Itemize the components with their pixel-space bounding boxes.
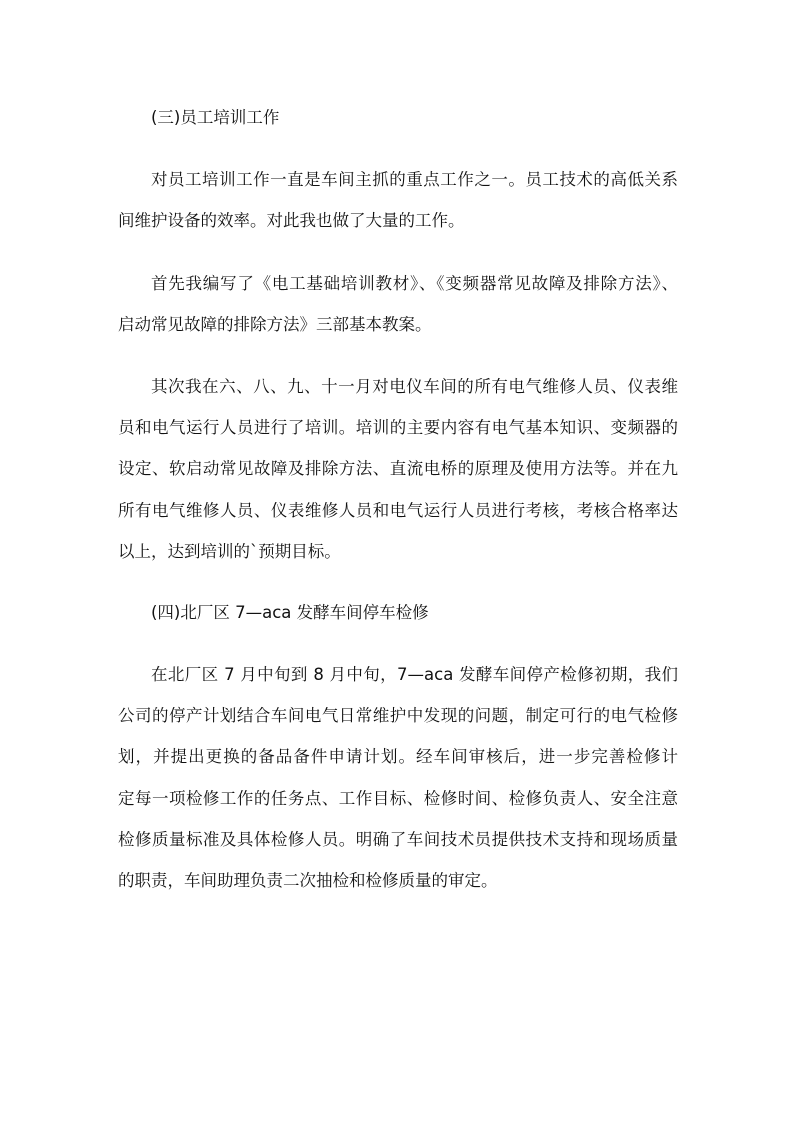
paragraph bbox=[118, 263, 678, 345]
text-line: 的职责，车间助理负责二次抽检和检修质量的审定。 bbox=[118, 870, 498, 890]
text-line: 员和电气运行人员进行了培训。培训的主要内容有电气基本知识、变频器的 bbox=[118, 418, 678, 438]
paragraph bbox=[118, 366, 678, 572]
text-line: 设定、软启动常见故障及排除方法、直流电桥的原理及使用方法等。并在九 bbox=[118, 459, 678, 479]
text-line: 在北厂区 7 月中旬到 8 月中旬，7—aca 发酵车间停产检修初期，我们 bbox=[151, 665, 678, 684]
text-line: 所有电气维修人员、仪表维修人员和电气运行人员进行考核，考核合格率达 bbox=[118, 500, 678, 520]
section-heading-staff-training bbox=[118, 97, 678, 138]
text-line: 检修质量标准及具体检修人员。明确了车间技术员提供技术支持和现场质量 bbox=[118, 829, 678, 849]
text-line: 对员工培训工作一直是车间主抓的重点工作之一。员工技术的高低关系 bbox=[151, 170, 678, 189]
text-line: 间维护设备的效率。对此我也做了大量的工作。 bbox=[118, 211, 465, 231]
text-line: 以上，达到培训的`预期目标。 bbox=[118, 541, 341, 561]
text-line: 其次我在六、八、九、十一月对电仪车间的所有电气维修人员、仪表维 bbox=[151, 377, 678, 396]
text-line: 首先我编写了《电工基础培训教材》、《变频器常见故障及排除方法》、 bbox=[151, 274, 678, 293]
text-line: 启动常见故障的排除方法》三部基本教案。 bbox=[118, 315, 432, 335]
text-line: 定每一项检修工作的任务点、工作目标、检修时间、检修负责人、安全注意 bbox=[118, 788, 678, 808]
paragraph bbox=[118, 159, 678, 241]
text-line: 划，并提出更换的备品备件申请计划。经车间审核后，进一步完善检修计 bbox=[118, 747, 678, 767]
heading-text: (三)员工培训工作 bbox=[151, 108, 280, 127]
paragraph bbox=[118, 654, 678, 901]
heading-text: (四)北厂区 7—aca 发酵车间停车检修 bbox=[151, 603, 429, 622]
text-line: 公司的停产计划结合车间电气日常维护中发现的问题，制定可行的电气检修 bbox=[118, 706, 678, 726]
section-heading-north-plant-overhaul bbox=[118, 592, 678, 633]
